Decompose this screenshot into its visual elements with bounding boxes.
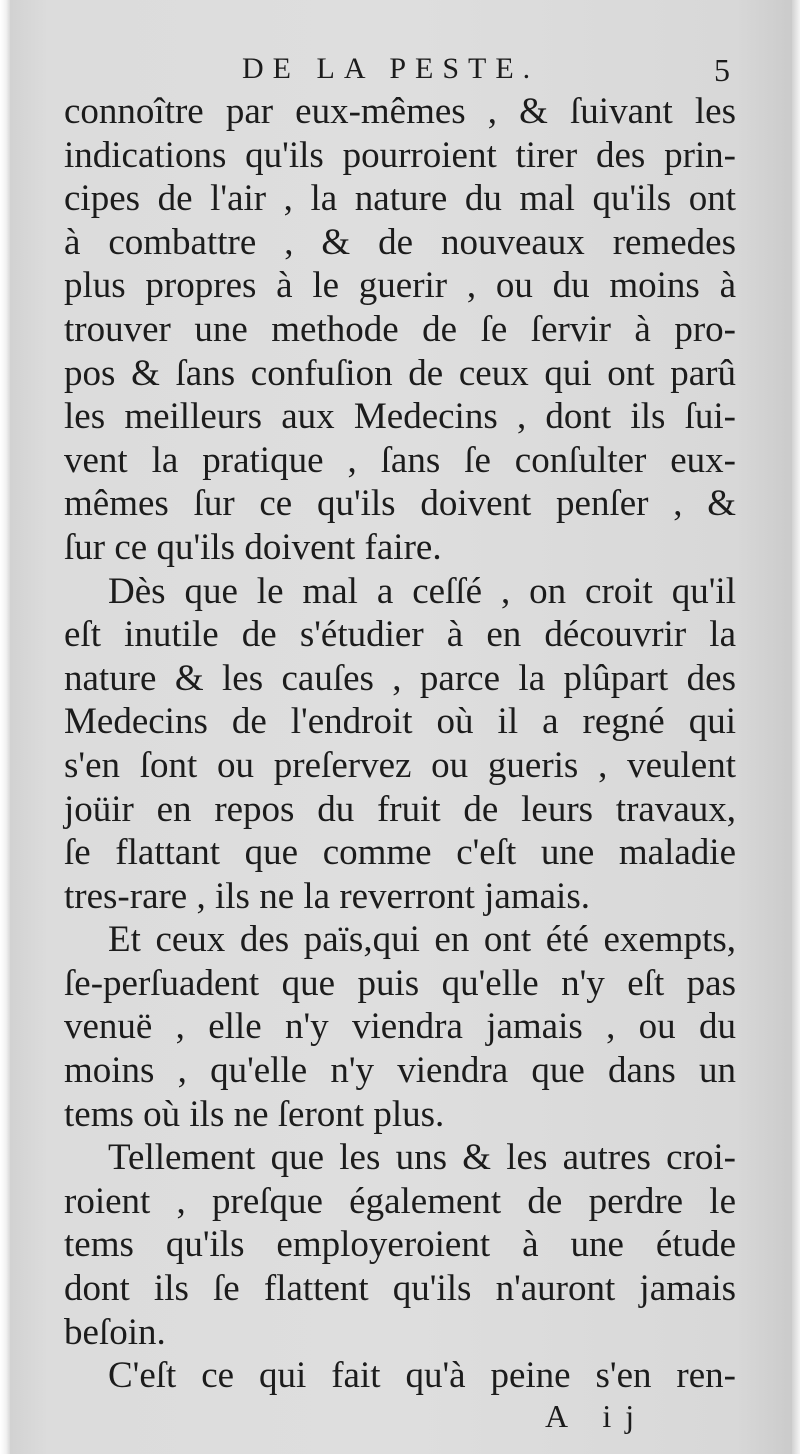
text-line: tres-rare , ils ne la reverront jamais.	[64, 875, 590, 917]
text-line: trouver une methode de ſe ſervir à pro-	[64, 308, 736, 350]
page-number: 5	[714, 52, 730, 88]
text-line: s'en ſont ou preſervez ou gueris , veulent	[64, 744, 736, 786]
page-header	[60, 52, 740, 92]
text-line: tems où ils ne ſeront plus.	[64, 1093, 445, 1135]
text-line: indications qu'ils pourroient tirer des prin-	[64, 134, 736, 176]
paragraph-1	[64, 90, 736, 570]
text-line: Tellement que les uns & les autres croi-	[108, 1137, 736, 1179]
text-line: eſt inutile de s'étudier à en découvrir la	[64, 614, 736, 656]
text-line: beſoin.	[64, 1311, 166, 1353]
text-line: connoître par eux-mêmes , & ſuivant les	[64, 91, 736, 132]
text-line: Medecins de l'endroit où il a regné qui	[64, 701, 736, 743]
text-line: dont ils ſe flattent qu'ils n'auront jamais	[64, 1268, 736, 1310]
text-line: pos & ſans confuſion de ceux qui ont parû	[64, 352, 736, 394]
text-line: à combattre , & de nouveaux remedes	[64, 221, 736, 263]
text-line: nature & les cauſes , parce la plûpart des	[64, 657, 736, 699]
text-line: mêmes ſur ce qu'ils doivent penſer , &	[64, 483, 736, 525]
page-left-margin	[0, 0, 10, 1454]
text-line: ſur ce qu'ils doivent faire.	[64, 526, 442, 568]
text-line: venuë , elle n'y viendra jamais , ou du	[64, 1006, 736, 1048]
page-right-margin	[792, 0, 800, 1454]
running-title: DE LA PESTE.	[242, 52, 540, 85]
text-line: tems qu'ils employeroient à une étude	[64, 1224, 736, 1266]
text-line: plus propres à le guerir , ou du moins à	[64, 265, 736, 307]
signature-mark: A ij	[545, 1398, 649, 1434]
text-line: ſe flattant que comme c'eſt une maladie	[64, 832, 736, 874]
paragraph-2	[64, 570, 736, 919]
text-line: C'eſt ce qui fait qu'à peine s'en ren-	[108, 1355, 736, 1397]
text-line: Dès que le mal a ceſſé , on croit qu'il	[108, 570, 736, 612]
text-line: ſe-perſuadent que puis qu'elle n'y eſt pas	[64, 962, 736, 1004]
text-line: joüir en repos du fruit de leurs travaux,	[64, 788, 736, 830]
text-line: roient , preſque également de perdre le	[64, 1180, 736, 1222]
text-line: vent la pratique , ſans ſe conſulter eux-	[64, 439, 736, 481]
paragraph-5	[64, 1354, 736, 1398]
paragraph-4	[64, 1136, 736, 1354]
text-line: Et ceux des païs,qui en ont été exempts,	[108, 919, 736, 961]
body-text	[64, 90, 736, 1398]
text-line: moins , qu'elle n'y viendra que dans un	[64, 1050, 736, 1092]
paragraph-3	[64, 918, 736, 1136]
text-line: cipes de l'air , la nature du mal qu'ils ont	[64, 178, 736, 220]
text-line: les meilleurs aux Medecins , dont ils ſui-	[64, 396, 736, 438]
